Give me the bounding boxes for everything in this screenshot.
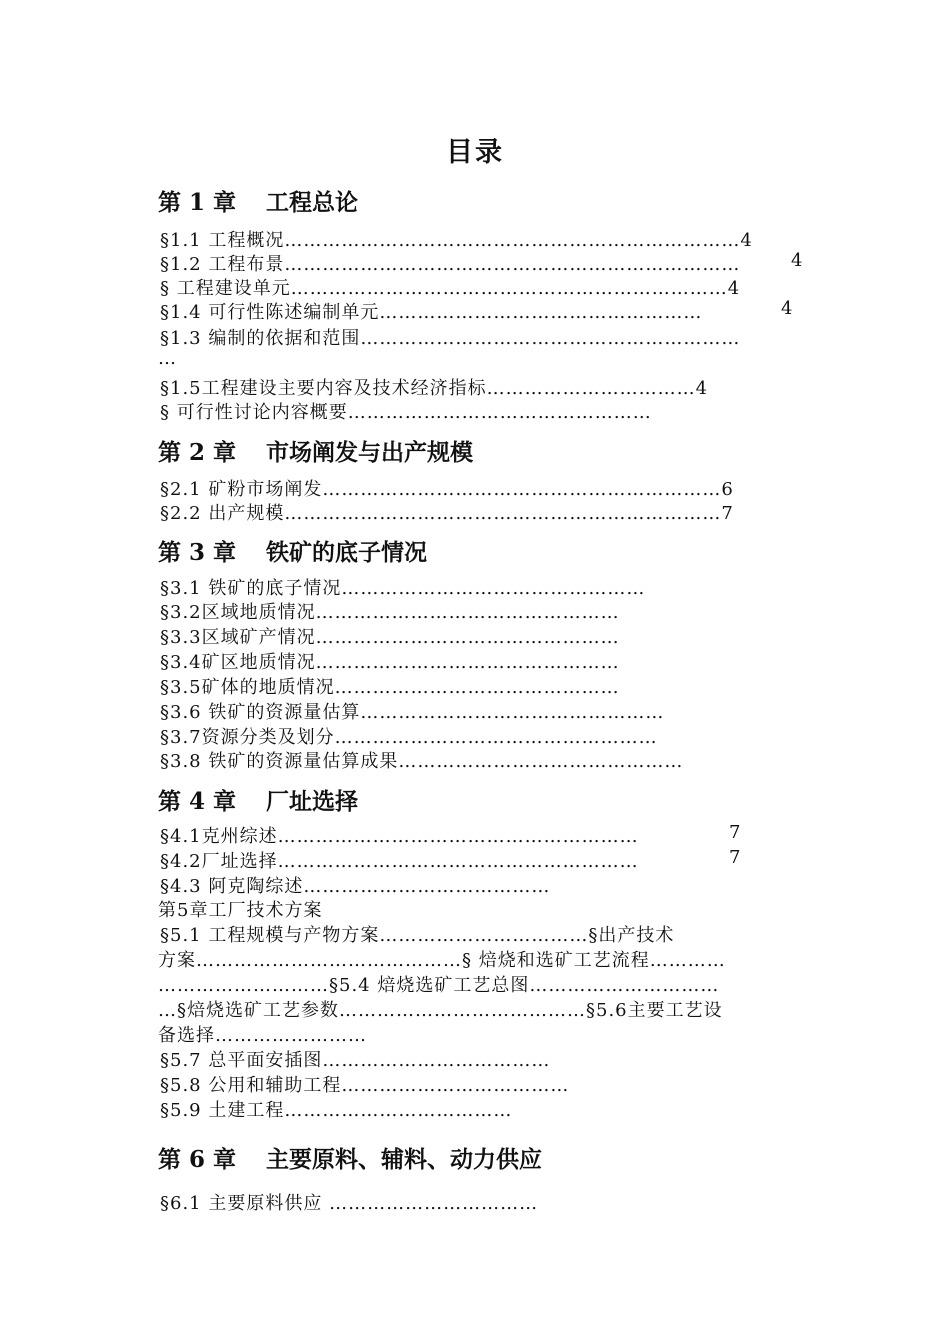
toc-entry-3-3[interactable]: §3.3区域矿产情况………………………………………… [160, 627, 620, 648]
toc-entry-3-6[interactable]: §3.6 铁矿的资源量估算………………………………………… [160, 702, 665, 723]
toc-entry-3-5[interactable]: §3.5矿体的地质情况……………………………………… [160, 677, 620, 698]
chapter-title: 市场阐发与出产规模 [266, 439, 474, 466]
toc-entry-1-3-continued: … [158, 348, 177, 369]
toc-entry-1-1[interactable]: §1.1 工程概况………………………………………………………………4 [160, 230, 753, 251]
toc-entry-3-2[interactable]: §3.2区域地质情况………………………………………… [160, 602, 620, 623]
chapter-number: 第 1 章 [158, 189, 237, 216]
toc-entry-project-unit[interactable]: § 工程建设单元……………………………………………………………4 [160, 278, 741, 299]
chapter-number: 第 3 章 [158, 539, 237, 566]
chapter-4-heading [158, 783, 358, 816]
toc-entry-4-2-page: 7 [729, 847, 741, 868]
chapter-title: 主要原料、辅料、动力供应 [266, 1146, 543, 1173]
chapter-number: 第 4 章 [158, 788, 237, 815]
toc-entry-3-4[interactable]: §3.4矿区地质情况………………………………………… [160, 652, 620, 673]
toc-entry-4-3[interactable]: §4.3 阿克陶综述………………………………… [160, 876, 551, 897]
chapter-6-heading [158, 1141, 542, 1174]
toc-entry-2-1[interactable]: §2.1 矿粉市场阐发………………………………………………………6 [160, 479, 734, 500]
toc-entry-2-2[interactable]: §2.2 出产规模……………………………………………………………7 [160, 503, 734, 524]
chapter-3-heading [158, 534, 427, 567]
toc-entry-1-4[interactable]: §1.4 可行性陈述编制单元…………………………………………… [160, 302, 703, 323]
chapter-2-heading [158, 434, 473, 467]
chapter-number: 第 2 章 [158, 439, 237, 466]
chapter-title: 铁矿的底子情况 [266, 539, 428, 566]
toc-entry-5-7[interactable]: §5.7 总平面安插图……………………………… [160, 1050, 551, 1071]
toc-entry-4-1-page: 7 [729, 822, 741, 843]
chapter-title: 工程总论 [266, 189, 359, 216]
toc-entry-5-8[interactable]: §5.8 公用和辅助工程……………………………… [160, 1075, 570, 1096]
toc-entry-feasibility-summary[interactable]: § 可行性讨论内容概要………………………………………… [160, 402, 652, 423]
toc-title: 目录 [446, 137, 504, 168]
toc-entry-1-4-page: 4 [781, 298, 793, 319]
toc-entry-5-wrapped-3[interactable]: …§焙烧选矿工艺参数…………………………………§5.6主要工艺设 [158, 1000, 723, 1021]
toc-entry-5-1[interactable]: §5.1 工程规模与产物方案……………………………§出产技术 [160, 925, 675, 946]
toc-entry-4-1[interactable]: §4.1克州综述………………………………………………… [160, 826, 639, 847]
toc-entry-1-2[interactable]: §1.2 工程布景……………………………………………………………… [160, 254, 741, 275]
toc-entry-1-3[interactable]: §1.3 编制的依据和范围…………………………………………………… [160, 328, 741, 349]
toc-entry-5-wrapped-2[interactable]: ………………………§5.4 焙烧选矿工艺总图………………………… [158, 975, 720, 996]
toc-entry-3-8[interactable]: §3.8 铁矿的资源量估算成果……………………………………… [160, 751, 684, 772]
toc-entry-1-5[interactable]: §1.5工程建设主要内容及技术经济指标……………………………4 [160, 378, 709, 399]
toc-entry-6-1[interactable]: §6.1 主要原料供应 …………………………… [160, 1193, 539, 1214]
toc-entry-4-2[interactable]: §4.2厂址选择………………………………………………… [160, 851, 639, 872]
chapter-title: 厂址选择 [266, 788, 359, 815]
toc-entry-5-wrapped-4[interactable]: 备选择…………………… [158, 1025, 367, 1046]
chapter-5-heading[interactable]: 第5章工厂技术方案 [158, 900, 323, 921]
toc-entry-1-2-page: 4 [791, 250, 803, 271]
toc-entry-5-wrapped-1[interactable]: 方案……………………………………§ 焙烧和选矿工艺流程………… [158, 950, 726, 971]
toc-entry-3-7[interactable]: §3.7资源分类及划分…………………………………………… [160, 727, 658, 748]
toc-entry-5-9[interactable]: §5.9 土建工程……………………………… [160, 1100, 513, 1121]
chapter-number: 第 6 章 [158, 1146, 237, 1173]
chapter-1-heading [158, 184, 358, 217]
toc-entry-3-1[interactable]: §3.1 铁矿的底子情况………………………………………… [160, 578, 646, 599]
